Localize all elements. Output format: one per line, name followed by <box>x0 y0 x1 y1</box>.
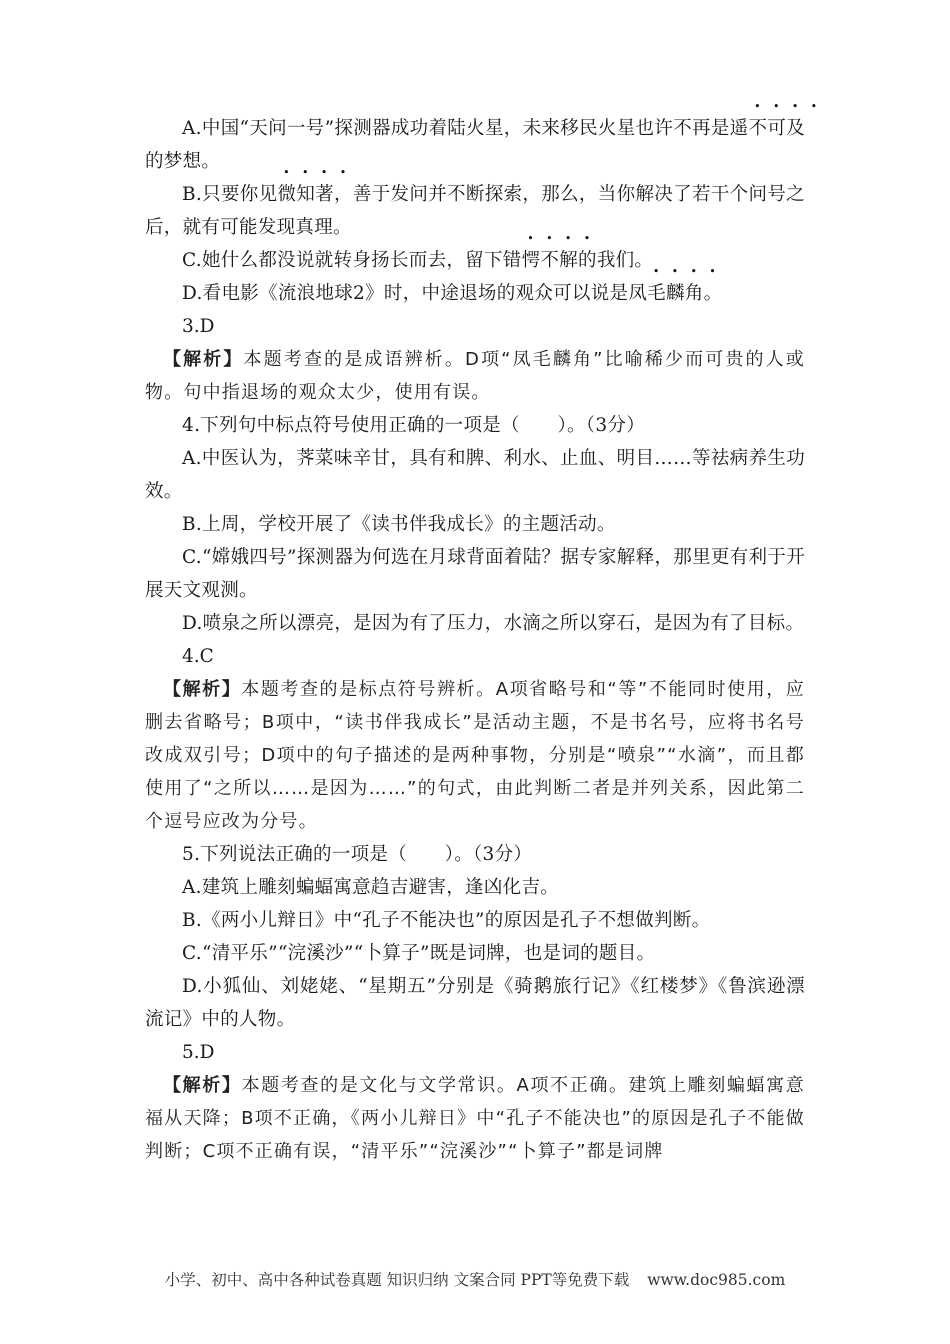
q5-stem: 5.下列说法正确的一项是（ ）。（3分） <box>182 844 533 865</box>
q5-analysis: 【解析】本题考查的是文化与文学常识。A项不正确。建筑上雕刻蝙蝠寓意福从天降；B项不正确，《两小儿辩日》中“孔子不能决也”的原因是孔子不能做判断；C项不正确有误，“清平乐”“浣溪沙”“卜算子”都是词牌 <box>145 1075 805 1162</box>
emphasis-char: 解 <box>559 250 579 271</box>
emphasis-char: 毛 <box>647 283 666 304</box>
q3-analysis: 【解析】本题考查的是成语辨析。D项“凤毛麟角”比喻稀少而可贵的人或物。句中指退场的观众太少，使用有误。 <box>145 349 805 403</box>
emphasis-char: 错 <box>502 250 522 271</box>
emphasis-char: 微 <box>277 184 297 205</box>
q5-option-d: D.小狐仙、刘姥姥、“星期五”分别是《骑鹅旅行记》《红楼梦》《鲁滨逊漂流记》中的人物。 <box>145 976 805 1030</box>
analysis-tag: 【解析】 <box>163 679 242 700</box>
emphasis-char: 麟 <box>665 283 685 304</box>
q5-option-b: B.《两小儿辩日》中“孔子不能决也”的原因是孔子不想做判断。 <box>182 910 711 931</box>
q4-analysis: 【解析】本题考查的是标点符号辨析。A项省略号和“等”不能同时使用，应删去省略号；B项中，“读书伴我成长”是活动主题，不是书名号，应将书名号改成双引号；D项中的句子描述的是两种事物，分别是“喷泉”“水滴”，而且都使用了“之所以……是因为……”的句式，由此判断二者是并列关系，因此第二个逗号应改为分号。 <box>145 679 805 832</box>
emphasis-char: 角 <box>684 283 704 304</box>
q4-option-c: C.“嫦娥四号”探测器为何选在月球背面着陆？据专家解释，那里更有利于开展天文观测。 <box>145 547 805 601</box>
q5-option-c: C.“清平乐”“浣溪沙”“卜算子”既是词牌，也是词的题目。 <box>182 943 656 964</box>
q4-option-b: B.上周，学校开展了《读书伴我成长》的主题活动。 <box>182 514 616 535</box>
emphasis-char: 不 <box>540 250 560 271</box>
footer-site-link[interactable]: www.doc985.com <box>647 1271 786 1289</box>
q3-option-d: D.看电影《流浪地球2》时，中途退场的观众可以说是凤毛麟角。 <box>182 283 723 304</box>
emphasis-char: 见 <box>258 184 278 205</box>
q4-answer: 4.C <box>182 646 214 667</box>
q5-answer: 5.D <box>182 1042 215 1063</box>
emphasis-char: 及 <box>786 118 805 139</box>
q5-option-a: A.建筑上雕刻蝙蝠寓意趋吉避害，逢凶化吉。 <box>182 877 560 898</box>
document-body <box>145 112 805 1168</box>
analysis-tag: 【解析】 <box>163 1075 242 1096</box>
q3-answer: 3.D <box>182 316 215 337</box>
q3-option-c: C.她什么都没说就转身扬长而去，留下错愕不解的我们。 <box>182 250 654 271</box>
q4-option-d: D.喷泉之所以漂亮，是因为有了压力，水滴之所以穿石，是因为有了目标。 <box>182 613 805 634</box>
q4-option-a: A.中医认为，荠菜味辛甘，具有和脾、利水、止血、明目……等祛病养生功效。 <box>145 448 805 502</box>
emphasis-char: 愕 <box>521 250 541 271</box>
emphasis-char: 可 <box>767 118 787 139</box>
emphasis-char: 知 <box>296 184 316 205</box>
analysis-tag: 【解析】 <box>163 349 244 370</box>
q3-option-a: A.中国“天问一号”探测器成功着陆火星，未来移民火星也许不再是遥不可及的梦想。 <box>145 118 805 172</box>
footer-text: 小学、初中、高中各种试卷真题 知识归纳 文案合同 PPT等免费下载 <box>164 1271 630 1289</box>
emphasis-char: 不 <box>748 118 768 139</box>
emphasis-char: 遥 <box>729 118 749 139</box>
q4-stem: 4.下列句中标点符号使用正确的一项是（ ）。（3分） <box>182 415 646 436</box>
q3-option-b: B.只要你见微知著，善于发问并不断探索，那么，当你解决了若干个问号之后，就有可能发现真理。 <box>145 184 805 238</box>
page-footer <box>0 1268 950 1290</box>
emphasis-char: 凤 <box>628 283 648 304</box>
emphasis-char: 著 <box>315 184 335 205</box>
